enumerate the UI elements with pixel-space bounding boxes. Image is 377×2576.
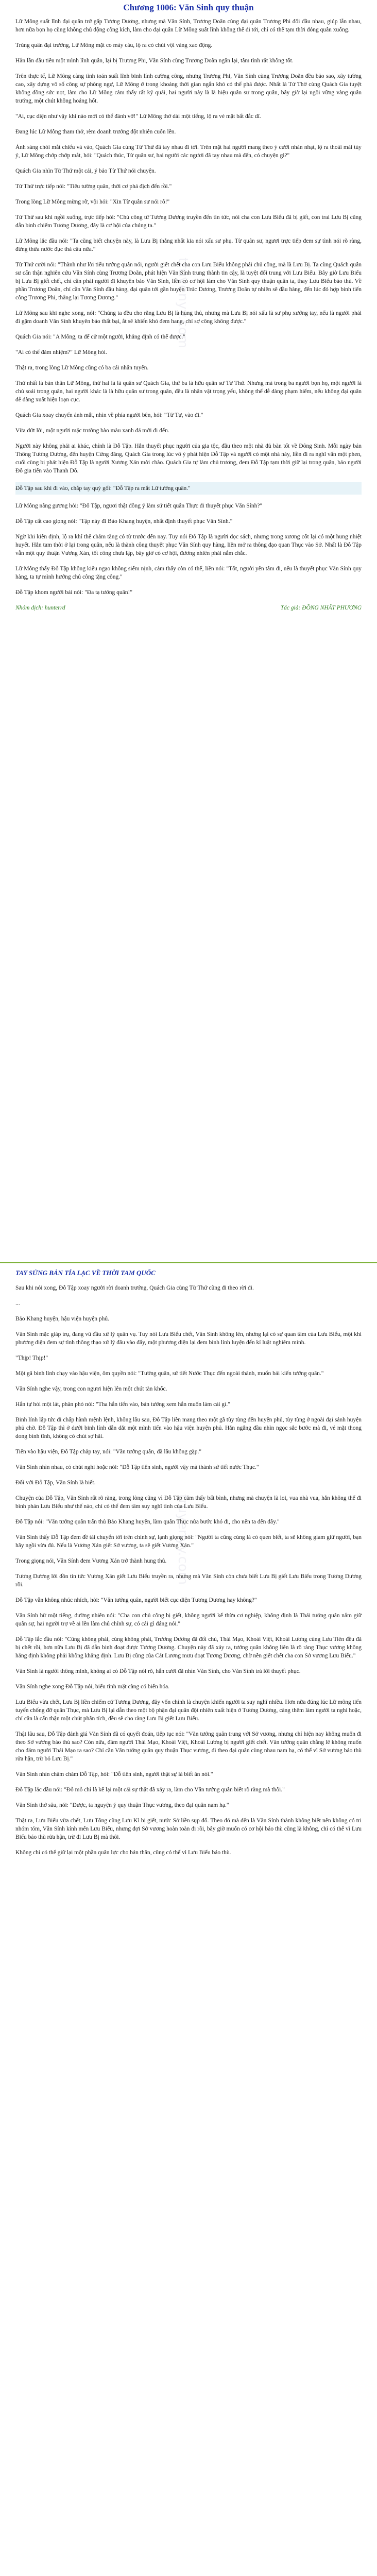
paragraph: Thật ra, Lưu Biểu vừa chết, Lưu Tông cũng Lưu Kì bị giết, nước Sở liền sụp đổ. Theo đó mà đến là Văn Sính thành không biết nên không có tri nhóm tóm, Văn Sính kính mến Lưu Biểu, nhưng đợi Sở vương hoàn toàn đi rồi, bây giờ muốn có cơ hội báo thù cũng là không, chỉ có thể vì Lưu Biểu báo thù rửa hận, trừ đi Lưu Bị mà thôi. — [15, 1818, 362, 1840]
paragraph: Văn Sính hừ một tiếng, dường nhiên nói: "Cha con chủ công bị giết, không người kế thừa cơ nghiệp, không định là Thái tướng quân nắm giữ quân sự, hai người trợ về ai lên làm chủ chính sự, có cái gì đáng nói." — [15, 1613, 362, 1627]
paragraph: Sau khi nói xong, Đỗ Tập xoay người rời doanh trướng, Quách Gia cùng Từ Thứ cũng đi theo rời đi. — [15, 1285, 254, 1291]
paragraph: Văn Sính thở sâu, nói: "Được, ta nguyện ý quy thuận Thục vương, theo đại quân nam hạ." — [15, 1802, 229, 1808]
paragraph: Ánh sáng chói mắt chiếu và vào, Quách Gia cùng Từ Thứ đã tay nhau đi tới. Trên mặt hai người mang theo ý cười nhàn nhạt, lộ ra thoải mái tùy ý, Lữ Mông chớp chớp mắt, hỏi: "Quách thúc, Từ quân sư, hai người các ngươi đã tay nhau mà đến, có chuyện gì?" — [15, 144, 362, 159]
paragraph: Một gã binh lính chạy vào hậu viện, ôm quyền nói: "Tướng quân, sứ tiết Nước Thục đến ngoài thành, muốn bái kiến tướng quân." — [15, 1370, 324, 1377]
paragraph: Từ Thứ cười nói: "Thành như lời tiểu tướng quân nói, người giết chết cha con Lưu Biểu không phải chủ công, mà là Lưu Bị. Ta cùng Quách quân sư cẩn thận nghiên cứu Văn Sính cùng Trương Doãn, phát hiện Văn Sính trung thành tin cậy, là tuyệt đối trung với Lưu Biểu. Bây giờ Lưu Biểu bị Lưu Bị giết chết, chỉ cần phái người đi khuyên bảo Văn Sính, liền có cơ hội làm cho Văn Sính quy thuận quân ta, thay Lưu Biểu báo thù. Về phần Trương Doãn, chỉ cần Văn Sính đầu hàng, đại quân tới gần huyện Trúc Dương, Trương Doãn tự nhiên sẽ đầu hàng, đến lúc đó hợp binh tiến công Trương Phi, thắng lại Tương Dương." — [15, 262, 362, 301]
paragraph: Bảo Khang huyện, hậu viện huyện phủ. — [15, 1316, 110, 1322]
paragraph: "Ai có thể đảm nhiệm?" Lữ Mông hỏi. — [15, 349, 107, 355]
paragraph: Thật ra, trong lòng Lữ Mông cũng có ba cái nhân tuyển. — [15, 365, 149, 371]
paragraph: Đỗ Tập nói: "Văn tướng quân trấn thủ Bảo Khang huyện, làm quân Thục nửa bước khó đi, cho nên ta đến đây." — [15, 1519, 280, 1525]
paragraph: Quách Gia nói: "A Mông, ta để cử một người, khẳng định có thể được." — [15, 334, 185, 340]
chapter-title: Chương 1006: Văn Sinh quy thuận — [123, 3, 254, 12]
paragraph: Không chỉ có thể giữ lại một phần quân lực cho bản thân, cũng có thể vì Lưu Biểu báo thù. — [15, 1850, 231, 1856]
paragraph: Trong giọng nói, Văn Sính đem Vương Xán trở thành hung thủ. — [15, 1558, 167, 1564]
paragraph: Chuyện của Đỗ Tập, Văn Sính rất rõ ràng, trong lòng cũng vì Đỗ Tập cảm thấy bất bình, nhưng mà chuyện là loi, vua nhà vua, hắn không thể đi bình phán Lưu Biểu như thế nào, chỉ có thể đem tâm suy nghĩ tình của Lưu Biểu. — [15, 1495, 362, 1510]
paragraph: Trong lòng Lữ Mông mừng rỡ, vội hỏi: "Xin Từ quân sư nói rõ!" — [15, 199, 170, 205]
paragraph: Trùng quân đại trướng, Lữ Mông mặt co mày cáu, lộ ra có chút vội vàng xao động. — [15, 42, 213, 48]
paragraph: Lưu Biểu vừa chết, Lưu Bị liền chiếm cứ Tương Dương, đây vốn chính là chuyện khiến người ta suy nghĩ nhiều. Hơn nữa đúng lúc Lữ mông tiến tuyến chống đỡ quân Thục, mà Lưu Bị lại dẫn theo một bộ phận đại quân đột nhiên xuất hiện ở Tương Dương, càng thêm làm người ta nghi hoặc, chỉ cần là cẩn thận một chút phân tích, đều sẽ cho rằng Lưu Bị giết Lưu Biểu. — [15, 1699, 362, 1722]
translator-label: Nhóm dịch: hunterrd — [15, 605, 65, 611]
paragraph: Thật lâu sau, Đỗ Tập đánh giá Văn Sính đã có quyết đoán, tiếp tục nói: "Văn tướng quân trung với Sở vương, nhưng chỉ hiện nay không muốn đi theo Sở vương bảo thù sao? Còn nữa, đám người Thái Mạo, Khoái Việt, Khoái Lương bị người giết chết. Văn tướng quân chẳng lẽ không muốn cho đám người Thái Mạo ra sao? Chỉ cần Văn tướng quân quy thuận Thục vương, đi theo đại quân cùng nhau nam hạ, có thể vì Sở vương báo thù rửa hận, trừ bỏ Lưu Bị." — [15, 1731, 362, 1762]
author-label: Tác giả: ĐỒNG NHẤT PHƯƠNG — [280, 605, 362, 611]
paragraph: Đối với Đỗ Tập, Văn Sính là biết. — [15, 1480, 96, 1486]
paragraph: Trên thực tế, Lữ Mông càng tình toán suất lĩnh binh lính cường công, nhưng Trương Phi, Văn Sính cùng Trương Doãn đều bảo sao, xây tường cao, xây dựng vô số công sự phòng ngự, Lữ Mông ở trong khoảng thời gian ngắn khó có thể phá được. Nhất là Tử Thờ cùng Quách Gia tuyệt không đồng sức nọt, làm cho Lữ Mông cảm thấy rất ký quái, hai người này là là hiệu quân sư trong quân, bây giờ lại ngồi vững vàng quân trướng, một chút không hoảng hốt. — [15, 73, 362, 104]
paragraph: Từ Thứ sau khi ngồi xuống, trực tiếp hỏi: "Chủ công từ Tương Dương truyền đến tin tức, nói cha con Lưu Biểu đã bị giết, con trai Lưu Bị cũng dẫn binh chiếm Tương Dương, đây là cơ hội của chúng ta." — [15, 214, 362, 229]
paragraph: Lữ Mông nâng gương hỏi: "Đỗ Tập, ngươi thật đồng ý làm sứ tiết quân Thực đi thuyết phục Văn Sính?" — [15, 503, 263, 509]
paragraph: Văn Sính nghe xong Đỗ Tập nói, biểu tình mặt càng có biến hóa. — [15, 1684, 170, 1690]
paragraph: ... — [15, 1300, 20, 1307]
watermark: truyenyy.com — [175, 258, 191, 349]
paragraph: Đỗ Tập sau khi đi vào, chắp tay quỳ gối: "Đỗ Tập ra mắt Lữ tướng quân." — [15, 482, 362, 495]
paragraph: Thứ nhất là bản thân Lữ Mông, thứ hai là là quân sư Quách Gia, thứ ba là hữu quân sư Từ Thứ. Nhưng mà trong ba người bọn họ, một người là chủ soái trong quân, hai người khác là là hữu quân sư trong quân, đều là nhân vật trọng yếu, không thể dễ dàng phạm hiểm, nếu không đại quân dễ dàng xuất hiện loạn cục. — [15, 380, 362, 403]
paragraph: "Thịp! Thịp!" — [15, 1355, 48, 1361]
paragraph: Văn Sính là người thông minh, không ai có Đỗ Tập nói rõ, hắn cười đã nhìn Văn Sính, cho Văn Sính trả lời thuyết phục. — [15, 1668, 301, 1674]
paragraph: Đỗ Tập cất cao giọng nói: "Tập này đi Bảo Khang huyện, nhất định thuyết phục Văn Sính." — [15, 518, 233, 524]
paragraph: Văn Sính thấy Đỗ Tập đem đề tài chuyển tới trên chính sự, lạnh giọng nói: "Người ta cũng cùng là có quen biết, ta sẽ không giam giữ người, bạn hãy ngồi vừa đủ. Nếu là Vương Xán giết Sở vương, ta sẽ giết Vương Xán." — [15, 1534, 362, 1549]
watermark: truyenyy.com — [175, 1494, 191, 1585]
paragraph: Đang lúc Lữ Mông tham thở, rèm doanh trướng đột nhiên cuốn lên. — [15, 129, 176, 135]
paragraph: Từ Thứ trực tiếp nói: "Tiêu tường quân, thời cơ phá địch đến rồi." — [15, 183, 172, 190]
story-section — [15, 1263, 362, 1857]
paragraph: Quách Gia xoay chuyển ánh mắt, nhìn về phía người bên, hỏi: "Tử Tự, vào đi." — [15, 412, 203, 418]
section-title: TAY SỬNG BẢN TÍA LẠC VỀ THỜI TAM QUỐC — [15, 1269, 156, 1277]
paragraph: Văn Sính nghe vậy, trong con ngươi hiện lên một chút tàn khốc. — [15, 1386, 167, 1392]
chapter-body — [15, 18, 362, 597]
paragraph: Tương Dương lời đồn tin tức Vương Xán giết Lưu Biểu truyền ra, nhưng mà Văn Sính còn chưa biết Lưu Bị giết Lưu Biểu trong Tương Dương rồi. — [15, 1573, 362, 1588]
paragraph: Lữ Mông suất lĩnh đại quân trở gấp Tương Dương, nhưng mà Văn Sính, Trương Doãn cùng đại quân Trương Phi đối đầu nhau, giúp lẫn nhau, hơn nữa bọn họ cũng không chủ động công kích, làm cho đại quân Lữ Mông suất lĩnh không thể đi tới, chỉ có thể tạm thời đóng quân xuống. — [15, 19, 362, 33]
chapter — [15, 0, 362, 1262]
paragraph: Lữ Mông lắc đầu nói: "Ta cũng biết chuyện này, là Lưu Bị thắng nhất kia nói xấu sư phụ. Từ quân sư, ngươi trực tiếp đem sự tình nói rõ ràng, đừng thừa nước đục thả câu nữa." — [15, 238, 362, 252]
paragraph: "Ai, cục diện như vậy khi nào mới có thể đánh vỡ!" Lữ Mông thở dài một tiếng, lộ ra vẻ mặt bất đắc dĩ. — [15, 113, 261, 120]
paragraph: Ngờ khi kiên định, lộ ra khí thế chắm tăng có từ trước đến nay. Tuy nói Đỗ Tập là người đọc sách, nhưng trong xương cốt lại có một hung nhiệt huyết. Hắn tam thời ở lại trong quân, nếu là thành công thuyết phục Văn Sính quy hàng, liền mở ra thông đạo quan Thục vào Sở. Nhất là Đỗ Tập vẫn một quy thuận Vương Xán, tốt công chưa lập, bây giờ có cơ hội, đương nhiên phải nắm chắc. — [15, 534, 362, 556]
paragraph: Hắn lần đầu tiên một mình lĩnh quân, lại bị Trương Phi, Văn Sính cùng Trương Doãn ngăn lại, tâm tình rất không tốt. — [15, 58, 294, 64]
paragraph: Hắn tự hỏi một lát, phân phó nói: "Tha hắn tiến vào, bản tướng xem hắn muốn làm cái gì." — [15, 1401, 230, 1408]
paragraph: Văn Sính nhìn chăm chăm Đỗ Tập, hỏi: "Đỗ tiên sinh, người thật sự là biết ăn nói." — [15, 1771, 213, 1777]
paragraph: Lữ Mông thấy Đỗ Tập không kiêu ngạo không siểm nịnh, cảm thấy còn có thể, liền nói: "Tốt, người yên tâm đi, nếu là thuyết phục Văn Sính quy hàng, ta tự mình hướng chủ công tặng công." — [15, 566, 362, 580]
paragraph: Vừa dứt lời, một người mặc trường bào màu xanh đá mới đi đến. — [15, 428, 169, 434]
credits — [15, 604, 362, 615]
section-body — [15, 1284, 362, 1857]
paragraph: Người này không phải ai khác, chính là Đỗ Tập. Hắn thuyết phục người của gia tộc, đầu theo một nhà đủ bàn tốt về Đông Sinh. Mỗi ngày bán Thông Tương Dương, đến huyện Cừng đăng, Quách Gia trong lúc vô ý phát hiện Đỗ Tập và người có một nhà này, liền đi ra nghĩ vấn một phen, cuối cùng bị phát hiện Đỗ Tập là người Xương Xán mời chào. Quách Gia tự làm chủ trương, đem Đỗ Tập tạm thời giữ lại trong quân, bảo người Đỗ gia tiến vào Thanh Dõ. — [15, 443, 362, 474]
paragraph: Đỗ Tập vẫn không nhúc nhích, hỏi: "Văn tướng quân, người biết cục diện Tương Dương hay không?" — [15, 1597, 257, 1603]
paragraph: Lữ Mông sau khi nghe xong, nói: "Chúng ta đều cho rằng Lưu Bị là hung thủ, nhưng mà Lưu Bị nói xấu là sư phụ xướng tay, nếu là người phái đi gặm doanh Văn Sính khuyên bảo thất bại, ắt sẽ khiến khó đem hang, chí sợ công không được." — [15, 310, 362, 325]
paragraph: Tiến vào hậu viện, Đỗ Tập chắp tay, nói: "Văn tướng quân, đã lâu không gặp." — [15, 1449, 202, 1455]
paragraph: Văn Sính nhìn nhau, có chút nghi hoặc nói: "Đỗ Tập tiên sinh, người vậy mà thành sứ tiết nước Thục." — [15, 1464, 259, 1470]
paragraph: Binh lính lập tức đi chấp hành mệnh lệnh, không lâu sau, Đỗ Tập liền mang theo một gã tùy tùng đến huyện phủ, tùy tùng ở ngoài đại sảnh huyện phủ chờ. Đỗ Tập thì ở dưới binh lính dẫn dắt một mình tiến vào hậu viện huyện phủ. Hắn ngắng đầu nhìn ngọc sắc bước mà đi, vẻ mặt thong dong bình tĩnh, không có chút sợ hãi. — [15, 1417, 362, 1439]
paragraph: Đỗ Tập lắc đầu nói: "Đỗ mỗ chỉ là kể lại một cái sự thật đã xảy ra, làm cho Văn tướng quân biết rõ ràng mà thôi." — [15, 1787, 285, 1793]
paragraph: Đỗ Tập lắc đầu nói: "Cũng không phải, cùng không phải, Trương Dương đã đổi chủ, Thái Mạo, Khoái Việt, Khoái Lương cùng Lưu Tiên đều đã bị chết rồi, hơn nữa Lưu Bị đã dẫn binh đoạt được Tương Dương. Chuyện này đã xảy ra, tướng quân không liên là rõ ràng Thục vương không hẳng định không phải không khẳng định. Lưu Bị cũng của Cát Lương mưu đoạt Tương Dương, chờ nền giết chết cha con Sở vương Lưu Biểu." — [15, 1636, 362, 1659]
paragraph: Văn Sính mặc giáp trụ, đang vũ đầu xử lý quân vụ. Tuy nói Lưu Biểu chết, Văn Sính không lên, nhưng lại có sự quan tâm của Lưu Biểu, một khi phương diện đem sự tình thông thạo xử lý đâu vào đấy, một phương diện lại đem binh lính luyện đến kỉ luật nghiêm minh. — [15, 1331, 362, 1346]
paragraph: Quách Gia nhìn Từ Thứ một cái, ý bảo Từ Thứ nói chuyện. — [15, 168, 156, 174]
paragraph: Đỗ Tập khom người bái nói: "Đa tạ tướng quân!" — [15, 589, 133, 596]
